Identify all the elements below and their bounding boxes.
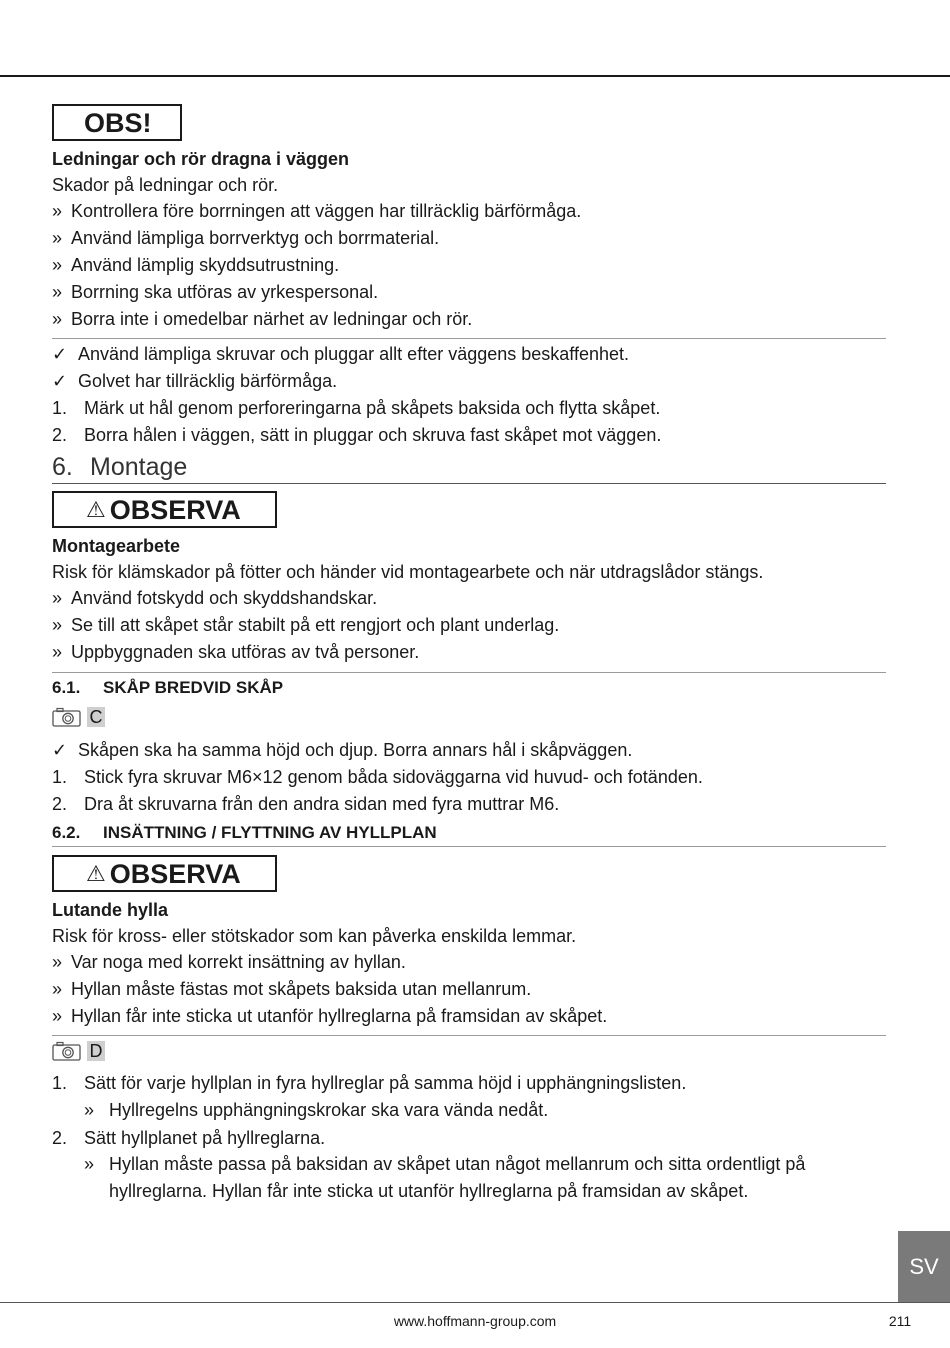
list-item: » Använd fotskydd och skyddshandskar. [52,588,378,608]
sub-list-item: » Hyllregelns upphängningskrokar ska vara vända nedåt. [84,1100,549,1120]
language-tab: SV [898,1231,950,1303]
camera-icon [52,707,82,727]
section-title: 6. Montage [52,453,188,481]
check-item: ✓ Skåpen ska ha samma höjd och djup. Borra annars hål i skåpväggen. [52,740,633,760]
warning-heading: Lutande hylla [52,900,169,920]
check-item: ✓ Använd lämpliga skruvar och pluggar allt efter väggens beskaffenhet. [52,344,630,364]
obs-heading: Ledningar och rör dragna i väggen [52,149,350,169]
divider [52,1035,886,1036]
subsection-title: 6.1. SKÅP BREDVID SKÅP [52,678,284,697]
figure-reference [52,1040,105,1062]
footer-url: www.hoffmann-group.com [393,1313,557,1329]
warning-text: Risk för klämskador på fötter och händer vid montagearbete och när utdragslådor stängs. [52,562,764,582]
list-item: » Se till att skåpet står stabilt på ett rengjort och plant underlag. [52,615,560,635]
list-item: » Borrning ska utföras av yrkespersonal. [52,282,379,302]
obs-text: Skador på ledningar och rör. [52,175,279,195]
warning-heading: Montagearbete [52,536,181,556]
camera-icon [52,1041,82,1061]
check-icon: ✓ [52,344,68,364]
figure-reference [52,706,105,728]
obs-label: OBS! [84,107,152,138]
warning-label-box [52,855,277,892]
check-icon: ✓ [52,740,68,760]
warning-label: OBSERVA [109,494,241,525]
figure-letter: C [87,707,105,727]
figure-letter: D [87,1041,105,1061]
list-item: » Borra inte i omedelbar närhet av ledningar och rör. [52,309,473,329]
step-item: 1. Stick fyra skruvar M6×12 genom båda sidoväggarna vid huvud- och fotänden. [52,767,703,787]
list-item: » Hyllan får inte sticka ut utanför hyllreglarna på framsidan av skåpet. [52,1006,608,1026]
step-item: 1. Sätt för varje hyllplan in fyra hyllreglar på samma höjd i upphängningslisten. [52,1073,687,1093]
page-number: 211 [888,1313,912,1329]
section-rule [52,483,886,484]
list-item: » Var noga med korrekt insättning av hyllan. [52,952,406,972]
list-item: » Använd lämpliga borrverktyg och borrmaterial. [52,228,440,248]
header-rule [0,75,950,77]
check-icon: ✓ [52,371,68,391]
obs-label-box [52,104,182,141]
divider [52,846,886,847]
warning-icon: ⚠ [86,860,106,886]
list-item: » Använd lämplig skyddsutrustning. [52,255,340,275]
sub-list-item-continuation: hyllreglarna. Hyllan får inte sticka ut utanför hyllreglarna på framsidan av skåpet. [109,1181,749,1201]
divider [52,338,886,339]
list-item: » Uppbyggnaden ska utföras av två personer. [52,642,420,662]
warning-text: Risk för kross- eller stötskador som kan påverka enskilda lemmar. [52,926,577,946]
step-item: 1. Märk ut hål genom perforeringarna på skåpets baksida och flytta skåpet. [52,398,661,418]
sub-list-item: » Hyllan måste passa på baksidan av skåpet utan något mellanrum och sitta ordentligt på [84,1154,806,1174]
check-item: ✓ Golvet har tillräcklig bärförmåga. [52,371,338,391]
list-item: » Kontrollera före borrningen att väggen har tillräcklig bärförmåga. [52,201,582,221]
list-item: » Hyllan måste fästas mot skåpets baksida utan mellanrum. [52,979,532,999]
divider [52,672,886,673]
step-item: 2. Dra åt skruvarna från den andra sidan med fyra muttrar M6. [52,794,560,814]
footer-rule [0,1302,950,1303]
warning-icon: ⚠ [86,496,106,522]
warning-label-box [52,491,277,528]
warning-label: OBSERVA [109,858,241,889]
step-item: 2. Borra hålen i väggen, sätt in pluggar och skruva fast skåpet mot väggen. [52,425,662,445]
step-item: 2. Sätt hyllplanet på hyllreglarna. [52,1128,326,1148]
subsection-title: 6.2. INSÄTTNING / FLYTTNING AV HYLLPLAN [52,823,437,842]
